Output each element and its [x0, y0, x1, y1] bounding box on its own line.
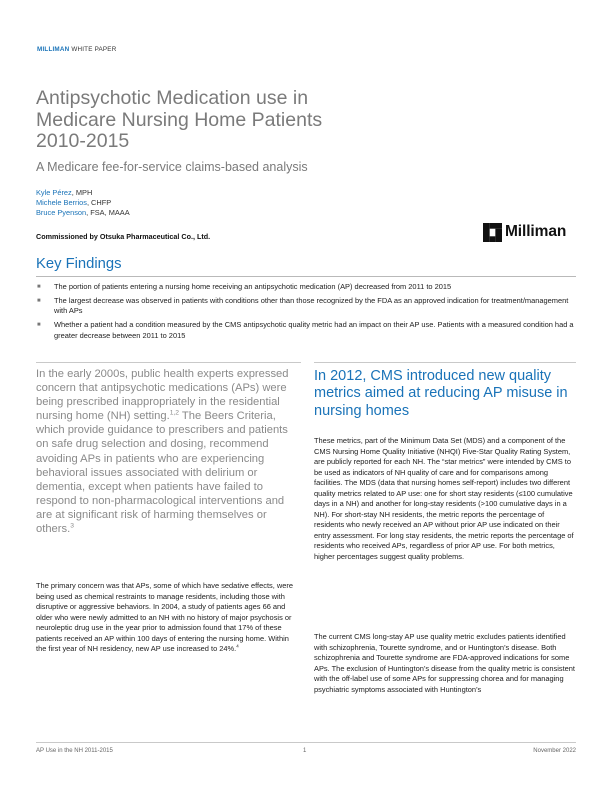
pull-quote [36, 367, 301, 536]
bullet-icon: ■ [37, 284, 41, 290]
bullet-icon: ■ [37, 297, 41, 304]
author [36, 198, 130, 208]
milliman-logo-icon [483, 223, 502, 242]
author-name[interactable]: Michele Berrios [36, 198, 87, 208]
pull-quote-text: The Beers Criteria, which provide guidance to prescribers and patients on safe drug selection and dosing, recommend avoiding APs in patients who are experiencing behavioral issues associated with delirium or dementia, except when patients have failed to respond to non-pharmacological interventions and are at significant risk of harming themselves or others. [36, 410, 288, 536]
list-item-text: The largest decrease was observed in patients with conditions other than those recognized by the FDA as an approved indication for treatment/management with APs [54, 295, 569, 316]
divider [314, 362, 576, 363]
paragraph-text: The primary concern was that APs, some of which have sedative effects, were being used as chemical restraints to manage residents, including those with disruptive or aggressive behaviors. In 2004, a study of patients ages 66 and older who were newly admitted to an NH with no history of major psychosis or neuroleptic drug use in the year prior to admission found that 17% of these patients received an AP within 100 days of entering the nursing home. Within the first year of NH residency, new AP use increased to 24%. [36, 581, 293, 653]
author-credentials: , FSA, MAAA [86, 208, 130, 218]
key-findings-list [36, 282, 576, 345]
key-findings-title: Key Findings [36, 256, 122, 272]
header-kicker-text: WHITE PAPER [69, 46, 117, 53]
pull-quote-text: In the early 2000s, public health experts expressed concern that antipsychotic medications (APs) were being prescribed inappropriately in the residential nursing home (NH) setting. [36, 368, 289, 423]
section-heading: In 2012, CMS introduced new quality metrics aimed at reducing AP misuse in nursing homes [314, 368, 568, 419]
footer-divider [36, 742, 576, 743]
milliman-logo [483, 220, 578, 244]
divider [36, 362, 301, 363]
divider [36, 276, 576, 277]
page-title: Antipsychotic Medication use in Medicare Nursing Home Patients 2010-2015 [36, 87, 323, 152]
author-name[interactable]: Kyle Pérez [36, 188, 72, 197]
body-paragraph: The current CMS long-stay AP use quality metric excludes patients identified with schizophrenia, Tourette syndrome, and or Huntington’s disease. Both schizophrenia and Tourette syndrome are FDA-approved indications for some APs. The exclusion of Huntington’s disease from the quality metric is consistent with the off-label use of some APs for suppressing chorea and for managing psychiatric symptoms associated with Huntington’s [314, 632, 575, 694]
body-paragraph [36, 581, 301, 655]
page-subtitle: A Medicare fee-for-service claims-based analysis [36, 160, 308, 174]
authors-list [36, 188, 130, 219]
list-item [36, 296, 576, 317]
author-credentials: , CHFP [86, 198, 112, 208]
body-paragraph: These metrics, part of the Minimum Data Set (MDS) and a component of the CMS Nursing Home Quality Initiative (NHQI) Five-Star Quality Rating System, are publicly reported for each NH. The “star metrics” were intended by CMS to be used as indicators of NH quality of care and for comparisons among facilities. The MDS (data that nursing homes self-report) includes two different quality metrics related to AP use: one for short stay residents (≤100 cumulative days in a NH) and another for long-stay residents (>100 cumulative days in a NH). For short-stay NH residents, the metric reports the percentage of residents who newly received an AP without prior AP use indicated on their entry assessment. For long stay residents, the metric reports the percentage of residents who received APs, regardless of prior AP use. For both metrics, higher percentages suggest quality problems. [314, 436, 574, 561]
author-credentials: , MPH [71, 188, 93, 197]
author [36, 188, 130, 198]
list-item-text: The portion of patients entering a nursing home receiving an antipsychotic medication (AP) decreased from 2011 to 2015 [54, 282, 452, 291]
list-item [36, 282, 576, 293]
footer-date: November 2022 [533, 748, 576, 754]
citation: 3 [70, 522, 74, 530]
footer-title: AP Use in the NH 2011-2015 [36, 748, 113, 754]
header-kicker [37, 46, 116, 53]
bullet-icon: ■ [37, 322, 41, 329]
list-item-text: Whether a patient had a condition measured by the CMS antipsychotic quality metric had an impact on their AP use. Patients with a measured condition had a greater decrease between 2011 to 2015 [54, 320, 574, 340]
author-name[interactable]: Bruce Pyenson [36, 208, 87, 218]
citation: 1,2 [169, 409, 180, 417]
logo-wordmark: Milliman [505, 223, 567, 240]
author [36, 208, 130, 218]
page-number: 1 [303, 748, 307, 754]
commissioned-by: Commissioned by Otsuka Pharmaceutical Co., Ltd. [36, 232, 211, 241]
citation: 4 [236, 643, 239, 649]
header-brand: MILLIMAN [37, 46, 70, 53]
list-item [36, 320, 576, 341]
